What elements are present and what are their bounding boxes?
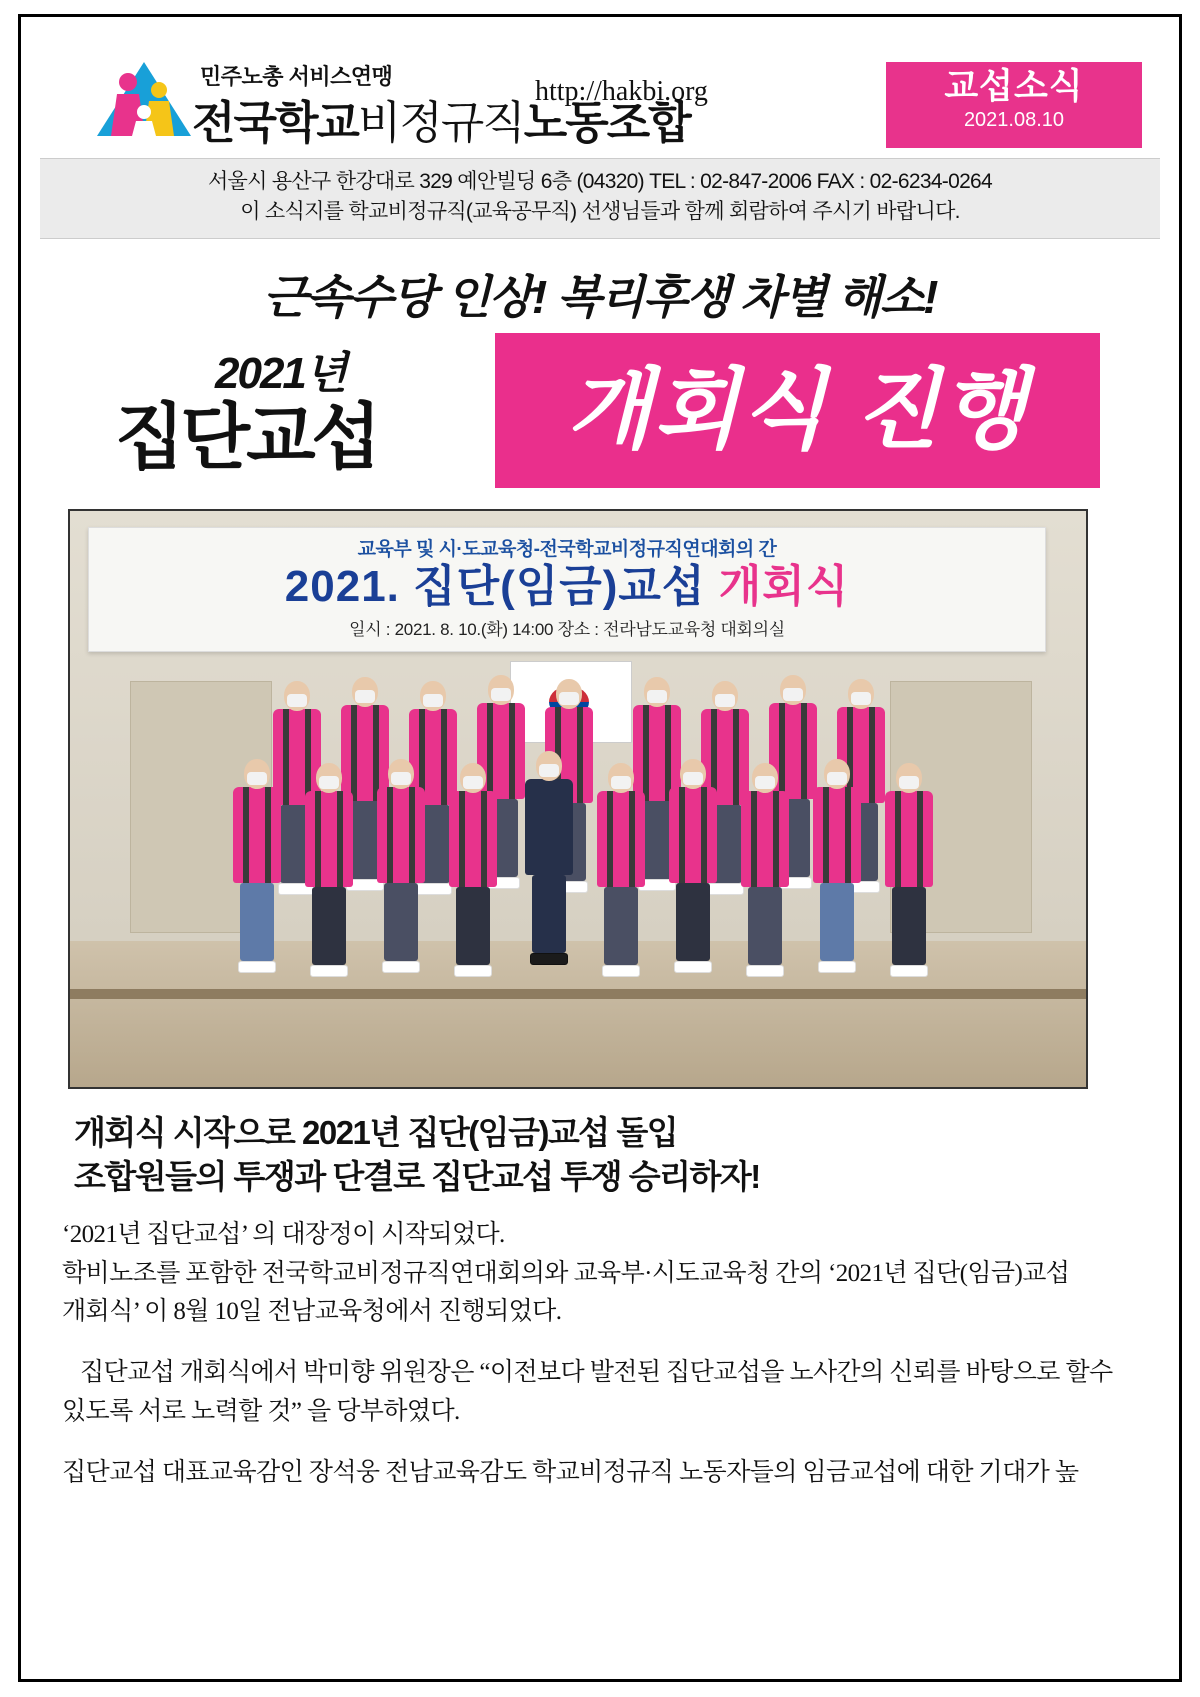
person: [882, 763, 936, 977]
paragraph-1: [62, 1216, 1138, 1332]
person: [666, 759, 720, 973]
address-line: 서울시 용산구 한강대로 329 예안빌딩 6층 (04320) TEL : 02-847-2006 FAX : 02-6234-0264: [207, 170, 993, 193]
banner-main-part1: 2021. 집단(임금)교섭: [284, 561, 706, 611]
paragraph-2: 집단교섭 개회식에서 박미향 위원장은 “이전보다 발전된 집단교섭을 노사간의 신뢰를 바탕으로 할수 있도록 서로 노력할 것” 을 당부하였다.: [62, 1359, 1113, 1425]
person-representative: [522, 751, 576, 965]
news-badge-date: 2021.08.10: [963, 108, 1065, 131]
person: [446, 763, 500, 977]
title-pink-label: 개회식 진행: [566, 360, 1029, 460]
headline: 근속수당 인상! 복리후생 차별 해소!: [263, 270, 937, 323]
org-title-part1: 전국학교: [192, 97, 358, 148]
paragraph-1-line-2: 학비노조를 포함한 전국학교비정규직연대회의와 교육부·시도교육청 간의 ‘2021년 집단(임금)교섭: [62, 1259, 1070, 1287]
sub-headline: [40, 1111, 1160, 1200]
sub-headline-line1: 개회식 시작으로 2021년 집단(임금)교섭 돌입: [74, 1113, 678, 1151]
org-title-part3: 노동조합: [523, 97, 690, 148]
news-badge-title: 교섭소식: [944, 67, 1084, 106]
org-title-part2: 비정규직: [357, 97, 524, 148]
masthead: [40, 34, 1160, 154]
title-bigword: 집단교섭: [115, 397, 378, 478]
website-url[interactable]: http://hakbi.org: [535, 76, 708, 107]
banner-sub-text: 일시 : 2021. 8. 10.(화) 14:00 장소 : 전라남도교육청 대회의실: [349, 620, 785, 640]
address-band: [40, 158, 1160, 239]
news-badge: [886, 62, 1142, 148]
org-subtitle: 민주노총 서비스연맹: [200, 64, 393, 89]
title-block: [40, 333, 1160, 503]
stage-edge: [70, 989, 1086, 999]
title-pink-banner: [495, 333, 1100, 488]
notice-line: 이 소식지를 학교비정규직(교육공무직) 선생님들과 함께 회람하여 주시기 바랍니다.: [240, 200, 960, 224]
title-year: 2021년: [215, 348, 346, 398]
person: [374, 759, 428, 973]
person: [810, 759, 864, 973]
person: [302, 763, 356, 977]
event-photo: [68, 509, 1088, 1089]
person: [594, 763, 648, 977]
banner-main-text: [89, 563, 1045, 611]
union-logo-icon: [95, 60, 193, 140]
paragraph-1-line-3: 개회식’ 이 8월 10일 전남교육청에서 진행되었다.: [62, 1298, 562, 1326]
article-body: [40, 1216, 1160, 1493]
stage-banner: [88, 527, 1046, 652]
sub-headline-line2: 조합원들의 투쟁과 단결로 집단교섭 투쟁 승리하자!: [74, 1158, 760, 1196]
banner-top-text: 교육부 및 시·도교육청-전국학교비정규직연대회의 간: [357, 538, 777, 560]
paragraph-3: 집단교섭 대표교육감인 장석웅 전남교육감도 학교비정규직 노동자들의 임금교섭에 대한 기대가 높: [62, 1458, 1079, 1486]
person: [738, 763, 792, 977]
paragraph-1-line-1: ‘2021년 집단교섭’ 의 대장정이 시작되었다.: [62, 1220, 505, 1248]
person: [230, 759, 284, 973]
banner-main-part2: 개회식: [718, 561, 850, 611]
